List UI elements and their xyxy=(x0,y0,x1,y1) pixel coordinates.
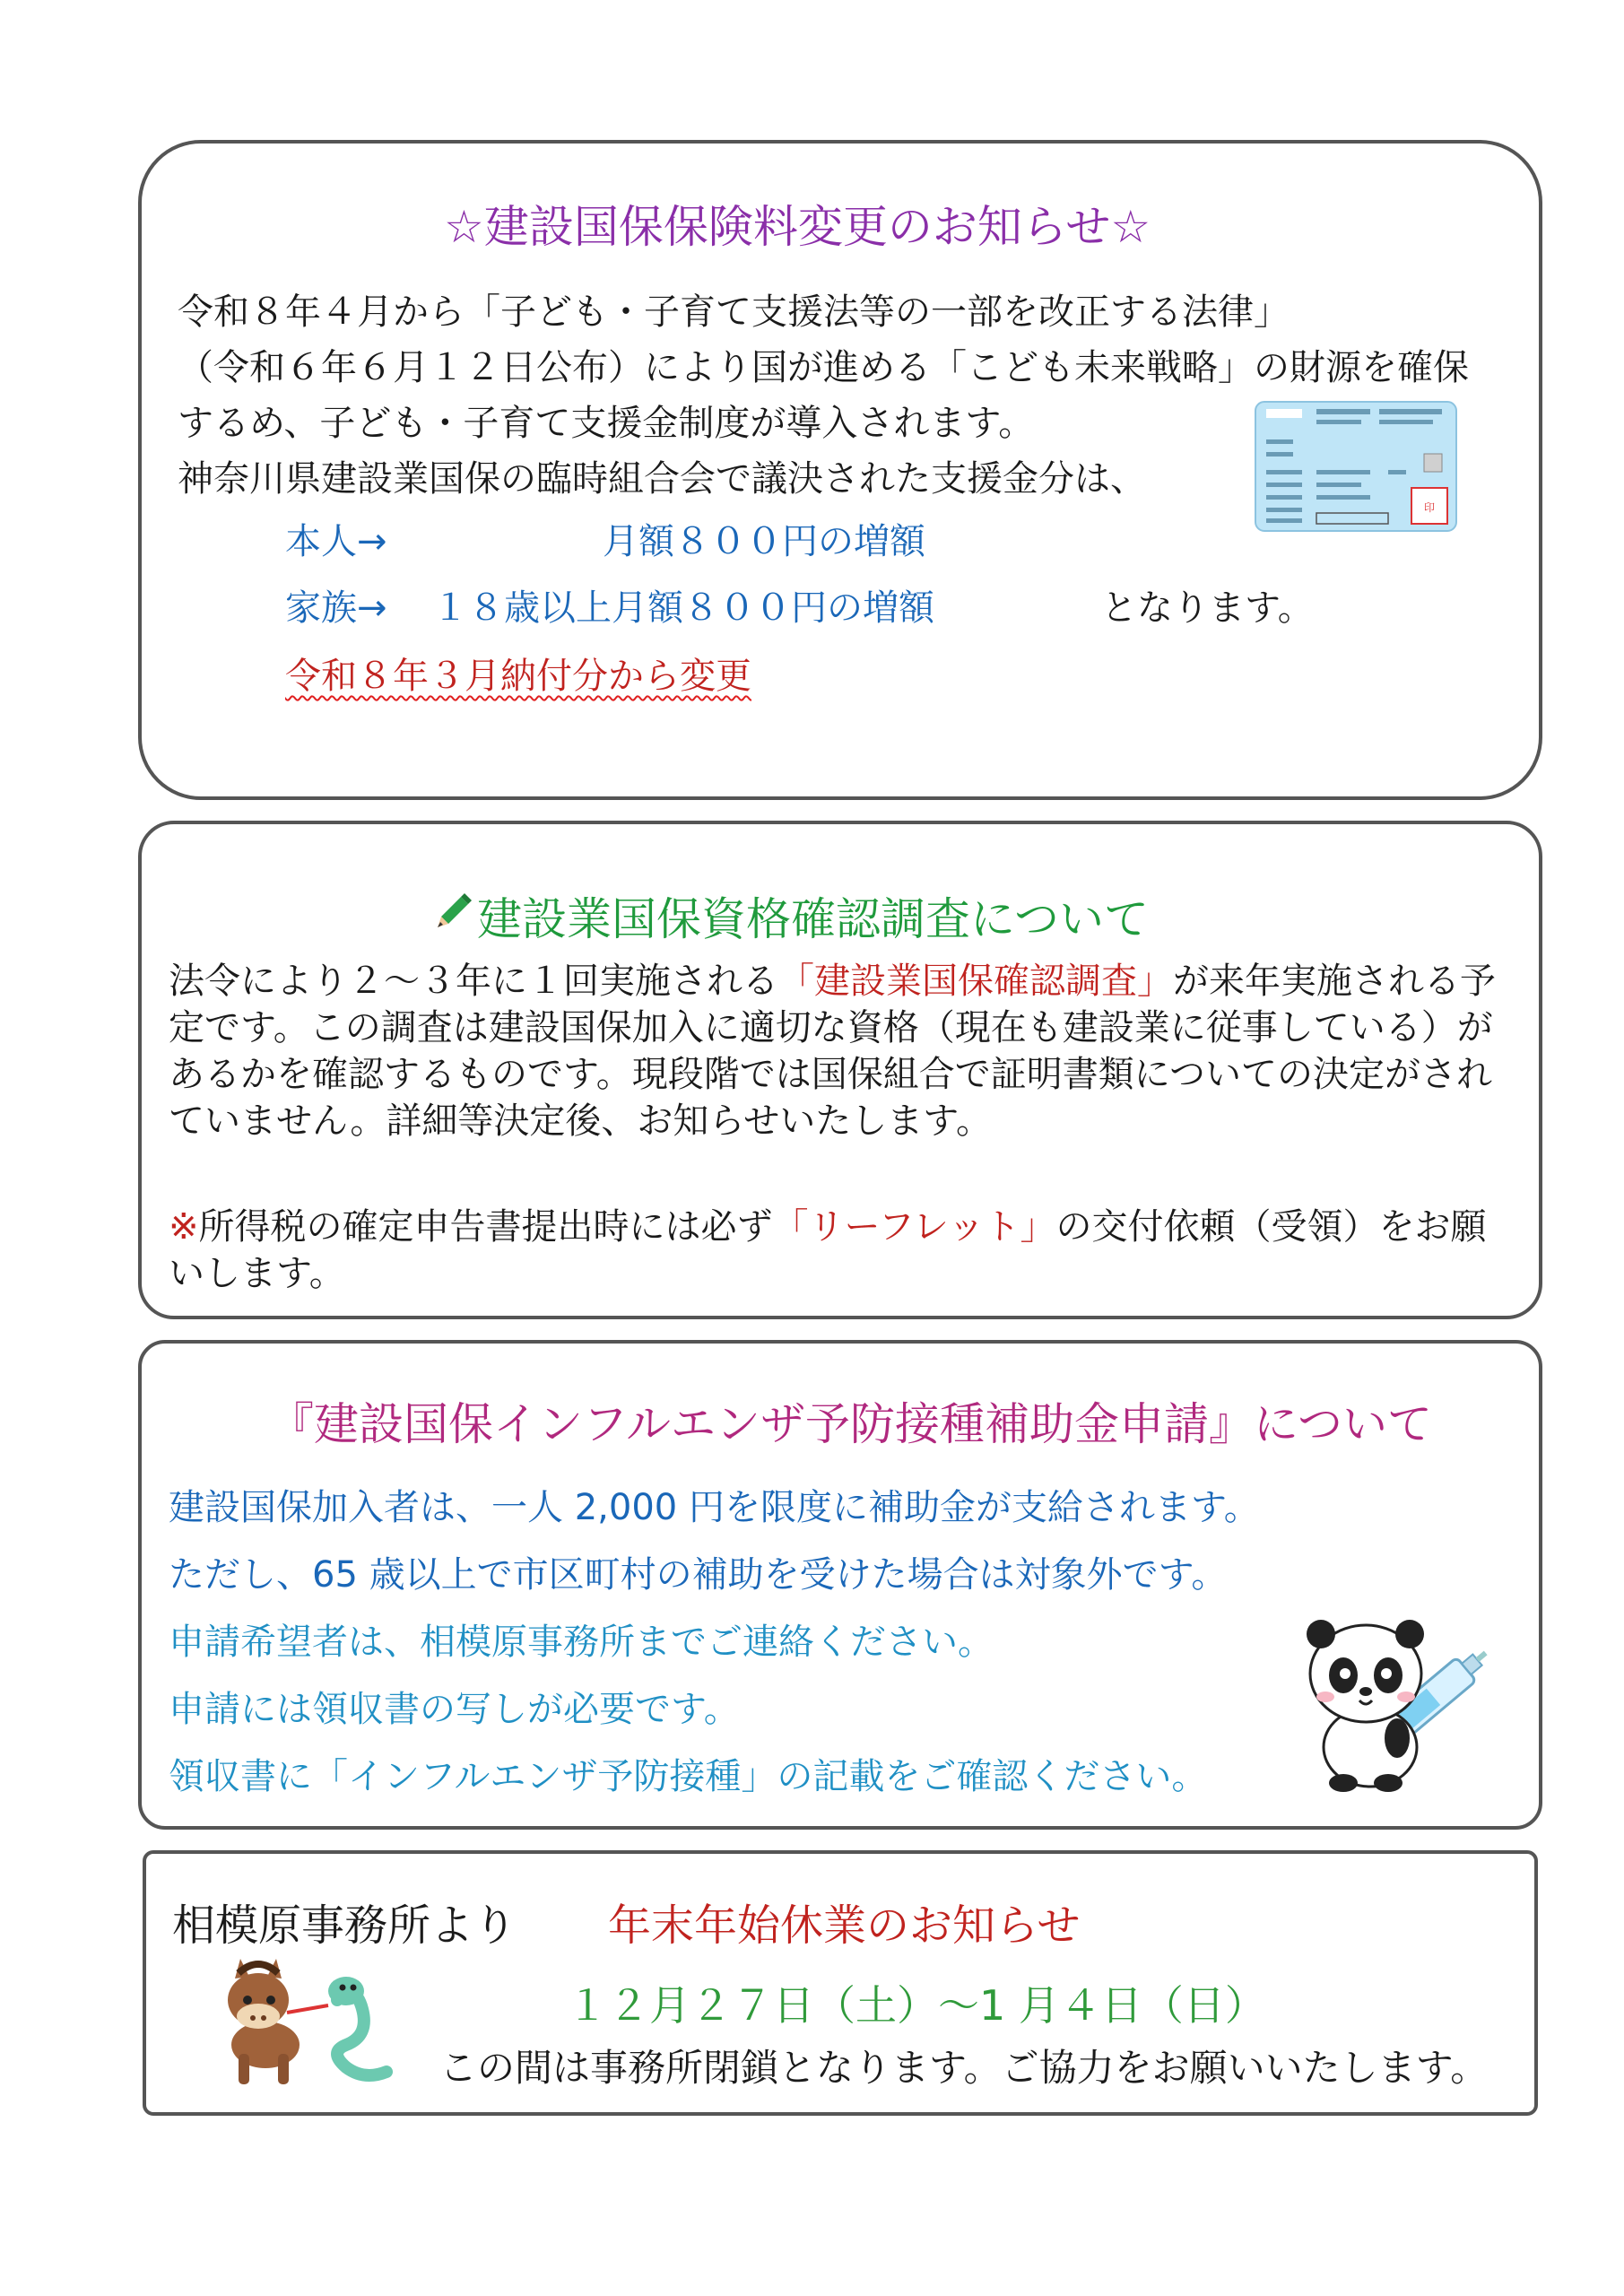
flu-line-5: 領収書に「インフルエンザ予防接種」の記載をご確認ください。 xyxy=(169,1756,1208,1797)
survey-para-line-1 xyxy=(169,958,1496,1004)
holiday-notice-title: 年末年始休業のお知らせ xyxy=(608,1900,1081,1951)
insurance-card-illustration xyxy=(1254,400,1458,533)
holiday-dates: １２月２７日（土）〜1 月４日（日） xyxy=(567,1981,1266,2030)
flu-line-3: 申請希望者は、相模原事務所までご連絡ください。 xyxy=(169,1622,994,1663)
leaflet-highlight: 「リーフレット」 xyxy=(772,1206,1056,1248)
insurance-change-title: ☆建設国保保険料変更のお知らせ☆ xyxy=(444,201,1151,253)
leaflet-note-line-2: いします。 xyxy=(169,1253,345,1294)
self-label: 本人→ xyxy=(285,521,387,562)
family-suffix: となります。 xyxy=(1101,587,1314,629)
seal-text: 印 xyxy=(1423,501,1436,514)
leaflet-note-line-1 xyxy=(169,1204,1487,1250)
family-label: 家族→ xyxy=(285,587,387,629)
survey-para-line-4: ていません。詳細等決定後、お知らせいたします。 xyxy=(169,1100,992,1142)
note-mark: ※ xyxy=(169,1206,199,1248)
family-amount: １８歳以上月額８００円の増額 xyxy=(432,587,934,629)
effective-date-note: 令和８年３月納付分から変更 xyxy=(285,656,751,697)
survey-line-1-post: が来年実施される予 xyxy=(1173,961,1496,1002)
office-from-label: 相模原事務所より xyxy=(172,1900,517,1951)
horse-snake-illustration xyxy=(203,1946,409,2090)
flu-line-4: 申請には領収書の写しが必要です。 xyxy=(169,1689,740,1730)
panda-syringe-illustration xyxy=(1298,1604,1505,1792)
flu-line-2: ただし、65 歳以上で市区町村の補助を受けた場合は対象外です。 xyxy=(169,1554,1228,1596)
survey-name-highlight: 「建設業国保確認調査」 xyxy=(778,961,1173,1002)
leaflet-note-pre: 所得税の確定申告書提出時には必ず xyxy=(198,1206,773,1248)
qualification-survey-title: 建設業国保資格確認調査について xyxy=(477,893,1149,945)
insurance-line-3: するめ、子ども・子育て支援金制度が導入されます。 xyxy=(178,403,1035,444)
leaflet-note-post: の交付依頼（受領）をお願 xyxy=(1055,1206,1487,1248)
survey-para-line-3: あるかを確認するものです。現段階では国保組合で証明書類についての決定がされ xyxy=(169,1054,1492,1095)
insurance-line-1: 令和８年４月から「子ども・子育て支援法等の一部を改正する法律」 xyxy=(178,291,1290,333)
self-amount: 月額８００円の増額 xyxy=(603,521,925,562)
insurance-line-4: 神奈川県建設業国保の臨時組合会で議決された支援金分は、 xyxy=(178,458,1146,500)
flu-line-1: 建設国保加入者は、一人 2,000 円を限度に補助金が支給されます。 xyxy=(169,1487,1260,1528)
pencil-icon xyxy=(434,890,473,929)
insurance-line-2: （令和６年６月１２日公布）により国が進める「こども未来戦略」の財源を確保 xyxy=(178,347,1469,388)
survey-para-line-2: 定です。この調査は建設国保加入に適切な資格（現在も建設業に従事している）が xyxy=(169,1007,1493,1048)
flu-subsidy-title: 『建設国保インフルエンザ予防接種補助金申請』について xyxy=(269,1398,1432,1450)
survey-line-1-pre: 法令により２〜３年に１回実施される xyxy=(169,961,778,1002)
closure-message: この間は事務所閉鎖となります。ご協力をお願いいたします。 xyxy=(439,2046,1489,2090)
